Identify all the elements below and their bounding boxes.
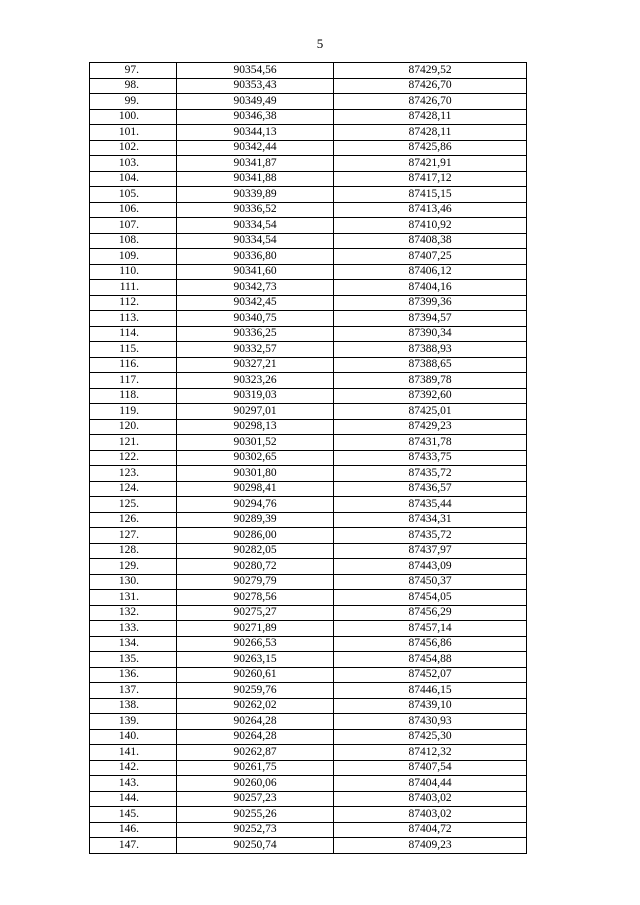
table-row xyxy=(90,559,527,575)
x-coordinate-cell: 90341,88 xyxy=(177,171,334,187)
y-coordinate-cell: 87435,72 xyxy=(334,466,527,482)
table-row xyxy=(90,528,527,544)
x-coordinate-cell: 90342,44 xyxy=(177,140,334,156)
y-coordinate-cell: 87431,78 xyxy=(334,435,527,451)
x-coordinate-cell: 90261,75 xyxy=(177,760,334,776)
y-coordinate-cell: 87456,86 xyxy=(334,636,527,652)
table-row xyxy=(90,280,527,296)
point-number-cell: 120. xyxy=(90,419,177,435)
table-row xyxy=(90,466,527,482)
x-coordinate-cell: 90336,52 xyxy=(177,202,334,218)
x-coordinate-cell: 90260,06 xyxy=(177,776,334,792)
table-row xyxy=(90,729,527,745)
x-coordinate-cell: 90301,52 xyxy=(177,435,334,451)
coordinates-table-body xyxy=(90,63,527,854)
table-row xyxy=(90,822,527,838)
y-coordinate-cell: 87388,65 xyxy=(334,357,527,373)
y-coordinate-cell: 87452,07 xyxy=(334,667,527,683)
point-number-cell: 147. xyxy=(90,838,177,854)
y-coordinate-cell: 87412,32 xyxy=(334,745,527,761)
point-number-cell: 107. xyxy=(90,218,177,234)
x-coordinate-cell: 90319,03 xyxy=(177,388,334,404)
y-coordinate-cell: 87406,12 xyxy=(334,264,527,280)
point-number-cell: 108. xyxy=(90,233,177,249)
point-number-cell: 109. xyxy=(90,249,177,265)
x-coordinate-cell: 90297,01 xyxy=(177,404,334,420)
y-coordinate-cell: 87403,02 xyxy=(334,791,527,807)
table-row xyxy=(90,450,527,466)
point-number-cell: 97. xyxy=(90,63,177,79)
x-coordinate-cell: 90257,23 xyxy=(177,791,334,807)
point-number-cell: 121. xyxy=(90,435,177,451)
point-number-cell: 142. xyxy=(90,760,177,776)
y-coordinate-cell: 87408,38 xyxy=(334,233,527,249)
x-coordinate-cell: 90262,02 xyxy=(177,698,334,714)
table-row xyxy=(90,357,527,373)
coordinates-table xyxy=(89,62,527,854)
table-row xyxy=(90,419,527,435)
table-row xyxy=(90,636,527,652)
y-coordinate-cell: 87426,70 xyxy=(334,94,527,110)
point-number-cell: 105. xyxy=(90,187,177,203)
point-number-cell: 123. xyxy=(90,466,177,482)
y-coordinate-cell: 87425,01 xyxy=(334,404,527,420)
y-coordinate-cell: 87429,23 xyxy=(334,419,527,435)
point-number-cell: 124. xyxy=(90,481,177,497)
table-row xyxy=(90,760,527,776)
table-row xyxy=(90,621,527,637)
x-coordinate-cell: 90354,56 xyxy=(177,63,334,79)
y-coordinate-cell: 87439,10 xyxy=(334,698,527,714)
x-coordinate-cell: 90340,75 xyxy=(177,311,334,327)
table-row xyxy=(90,590,527,606)
y-coordinate-cell: 87437,97 xyxy=(334,543,527,559)
table-row xyxy=(90,543,527,559)
point-number-cell: 139. xyxy=(90,714,177,730)
y-coordinate-cell: 87407,25 xyxy=(334,249,527,265)
y-coordinate-cell: 87428,11 xyxy=(334,125,527,141)
table-row xyxy=(90,807,527,823)
point-number-cell: 127. xyxy=(90,528,177,544)
table-row xyxy=(90,745,527,761)
table-row xyxy=(90,249,527,265)
point-number-cell: 146. xyxy=(90,822,177,838)
y-coordinate-cell: 87404,16 xyxy=(334,280,527,296)
x-coordinate-cell: 90334,54 xyxy=(177,218,334,234)
x-coordinate-cell: 90259,76 xyxy=(177,683,334,699)
point-number-cell: 144. xyxy=(90,791,177,807)
y-coordinate-cell: 87415,15 xyxy=(334,187,527,203)
x-coordinate-cell: 90260,61 xyxy=(177,667,334,683)
table-row xyxy=(90,497,527,513)
point-number-cell: 132. xyxy=(90,605,177,621)
table-row xyxy=(90,652,527,668)
x-coordinate-cell: 90339,89 xyxy=(177,187,334,203)
point-number-cell: 100. xyxy=(90,109,177,125)
y-coordinate-cell: 87436,57 xyxy=(334,481,527,497)
x-coordinate-cell: 90271,89 xyxy=(177,621,334,637)
point-number-cell: 129. xyxy=(90,559,177,575)
table-row xyxy=(90,326,527,342)
x-coordinate-cell: 90302,65 xyxy=(177,450,334,466)
point-number-cell: 110. xyxy=(90,264,177,280)
x-coordinate-cell: 90279,79 xyxy=(177,574,334,590)
x-coordinate-cell: 90255,26 xyxy=(177,807,334,823)
point-number-cell: 101. xyxy=(90,125,177,141)
y-coordinate-cell: 87446,15 xyxy=(334,683,527,699)
point-number-cell: 134. xyxy=(90,636,177,652)
x-coordinate-cell: 90282,05 xyxy=(177,543,334,559)
y-coordinate-cell: 87435,72 xyxy=(334,528,527,544)
x-coordinate-cell: 90263,15 xyxy=(177,652,334,668)
table-row xyxy=(90,171,527,187)
y-coordinate-cell: 87450,37 xyxy=(334,574,527,590)
point-number-cell: 98. xyxy=(90,78,177,94)
y-coordinate-cell: 87404,72 xyxy=(334,822,527,838)
y-coordinate-cell: 87388,93 xyxy=(334,342,527,358)
x-coordinate-cell: 90327,21 xyxy=(177,357,334,373)
x-coordinate-cell: 90280,72 xyxy=(177,559,334,575)
table-row xyxy=(90,295,527,311)
y-coordinate-cell: 87457,14 xyxy=(334,621,527,637)
table-row xyxy=(90,125,527,141)
y-coordinate-cell: 87404,44 xyxy=(334,776,527,792)
table-row xyxy=(90,683,527,699)
y-coordinate-cell: 87390,34 xyxy=(334,326,527,342)
point-number-cell: 117. xyxy=(90,373,177,389)
x-coordinate-cell: 90341,87 xyxy=(177,156,334,172)
table-row xyxy=(90,404,527,420)
y-coordinate-cell: 87429,52 xyxy=(334,63,527,79)
point-number-cell: 103. xyxy=(90,156,177,172)
table-row xyxy=(90,512,527,528)
point-number-cell: 138. xyxy=(90,698,177,714)
x-coordinate-cell: 90275,27 xyxy=(177,605,334,621)
table-row xyxy=(90,218,527,234)
y-coordinate-cell: 87413,46 xyxy=(334,202,527,218)
x-coordinate-cell: 90323,26 xyxy=(177,373,334,389)
x-coordinate-cell: 90344,13 xyxy=(177,125,334,141)
y-coordinate-cell: 87399,36 xyxy=(334,295,527,311)
table-row xyxy=(90,574,527,590)
y-coordinate-cell: 87403,02 xyxy=(334,807,527,823)
point-number-cell: 131. xyxy=(90,590,177,606)
point-number-cell: 104. xyxy=(90,171,177,187)
table-row xyxy=(90,667,527,683)
point-number-cell: 118. xyxy=(90,388,177,404)
point-number-cell: 126. xyxy=(90,512,177,528)
y-coordinate-cell: 87456,29 xyxy=(334,605,527,621)
point-number-cell: 114. xyxy=(90,326,177,342)
y-coordinate-cell: 87421,91 xyxy=(334,156,527,172)
y-coordinate-cell: 87425,30 xyxy=(334,729,527,745)
point-number-cell: 102. xyxy=(90,140,177,156)
x-coordinate-cell: 90264,28 xyxy=(177,729,334,745)
x-coordinate-cell: 90336,25 xyxy=(177,326,334,342)
point-number-cell: 125. xyxy=(90,497,177,513)
x-coordinate-cell: 90298,13 xyxy=(177,419,334,435)
table-row xyxy=(90,187,527,203)
table-row xyxy=(90,109,527,125)
point-number-cell: 145. xyxy=(90,807,177,823)
y-coordinate-cell: 87407,54 xyxy=(334,760,527,776)
x-coordinate-cell: 90342,45 xyxy=(177,295,334,311)
point-number-cell: 143. xyxy=(90,776,177,792)
table-row xyxy=(90,776,527,792)
x-coordinate-cell: 90334,54 xyxy=(177,233,334,249)
x-coordinate-cell: 90286,00 xyxy=(177,528,334,544)
x-coordinate-cell: 90298,41 xyxy=(177,481,334,497)
point-number-cell: 136. xyxy=(90,667,177,683)
table-row xyxy=(90,342,527,358)
y-coordinate-cell: 87433,75 xyxy=(334,450,527,466)
point-number-cell: 135. xyxy=(90,652,177,668)
y-coordinate-cell: 87430,93 xyxy=(334,714,527,730)
y-coordinate-cell: 87426,70 xyxy=(334,78,527,94)
point-number-cell: 113. xyxy=(90,311,177,327)
y-coordinate-cell: 87392,60 xyxy=(334,388,527,404)
y-coordinate-cell: 87434,31 xyxy=(334,512,527,528)
x-coordinate-cell: 90252,73 xyxy=(177,822,334,838)
table-row xyxy=(90,791,527,807)
x-coordinate-cell: 90342,73 xyxy=(177,280,334,296)
table-row xyxy=(90,156,527,172)
y-coordinate-cell: 87410,92 xyxy=(334,218,527,234)
point-number-cell: 122. xyxy=(90,450,177,466)
table-row xyxy=(90,63,527,79)
y-coordinate-cell: 87454,88 xyxy=(334,652,527,668)
x-coordinate-cell: 90332,57 xyxy=(177,342,334,358)
table-row xyxy=(90,373,527,389)
x-coordinate-cell: 90353,43 xyxy=(177,78,334,94)
table-row xyxy=(90,202,527,218)
table-row xyxy=(90,311,527,327)
table-row xyxy=(90,435,527,451)
table-row xyxy=(90,233,527,249)
table-row xyxy=(90,264,527,280)
y-coordinate-cell: 87425,86 xyxy=(334,140,527,156)
table-row xyxy=(90,605,527,621)
x-coordinate-cell: 90301,80 xyxy=(177,466,334,482)
point-number-cell: 111. xyxy=(90,280,177,296)
y-coordinate-cell: 87417,12 xyxy=(334,171,527,187)
x-coordinate-cell: 90278,56 xyxy=(177,590,334,606)
y-coordinate-cell: 87394,57 xyxy=(334,311,527,327)
table-row xyxy=(90,714,527,730)
x-coordinate-cell: 90250,74 xyxy=(177,838,334,854)
page-number: 5 xyxy=(316,36,324,51)
y-coordinate-cell: 87454,05 xyxy=(334,590,527,606)
point-number-cell: 137. xyxy=(90,683,177,699)
point-number-cell: 99. xyxy=(90,94,177,110)
table-row xyxy=(90,698,527,714)
x-coordinate-cell: 90349,49 xyxy=(177,94,334,110)
table-row xyxy=(90,78,527,94)
x-coordinate-cell: 90289,39 xyxy=(177,512,334,528)
point-number-cell: 115. xyxy=(90,342,177,358)
point-number-cell: 112. xyxy=(90,295,177,311)
point-number-cell: 130. xyxy=(90,574,177,590)
y-coordinate-cell: 87428,11 xyxy=(334,109,527,125)
table-row xyxy=(90,94,527,110)
point-number-cell: 141. xyxy=(90,745,177,761)
x-coordinate-cell: 90266,53 xyxy=(177,636,334,652)
table-row xyxy=(90,140,527,156)
y-coordinate-cell: 87443,09 xyxy=(334,559,527,575)
x-coordinate-cell: 90264,28 xyxy=(177,714,334,730)
y-coordinate-cell: 87435,44 xyxy=(334,497,527,513)
point-number-cell: 119. xyxy=(90,404,177,420)
x-coordinate-cell: 90346,38 xyxy=(177,109,334,125)
table-row xyxy=(90,838,527,854)
point-number-cell: 133. xyxy=(90,621,177,637)
point-number-cell: 116. xyxy=(90,357,177,373)
point-number-cell: 140. xyxy=(90,729,177,745)
table-row xyxy=(90,388,527,404)
y-coordinate-cell: 87389,78 xyxy=(334,373,527,389)
y-coordinate-cell: 87409,23 xyxy=(334,838,527,854)
x-coordinate-cell: 90336,80 xyxy=(177,249,334,265)
x-coordinate-cell: 90341,60 xyxy=(177,264,334,280)
x-coordinate-cell: 90262,87 xyxy=(177,745,334,761)
point-number-cell: 106. xyxy=(90,202,177,218)
x-coordinate-cell: 90294,76 xyxy=(177,497,334,513)
point-number-cell: 128. xyxy=(90,543,177,559)
table-row xyxy=(90,481,527,497)
